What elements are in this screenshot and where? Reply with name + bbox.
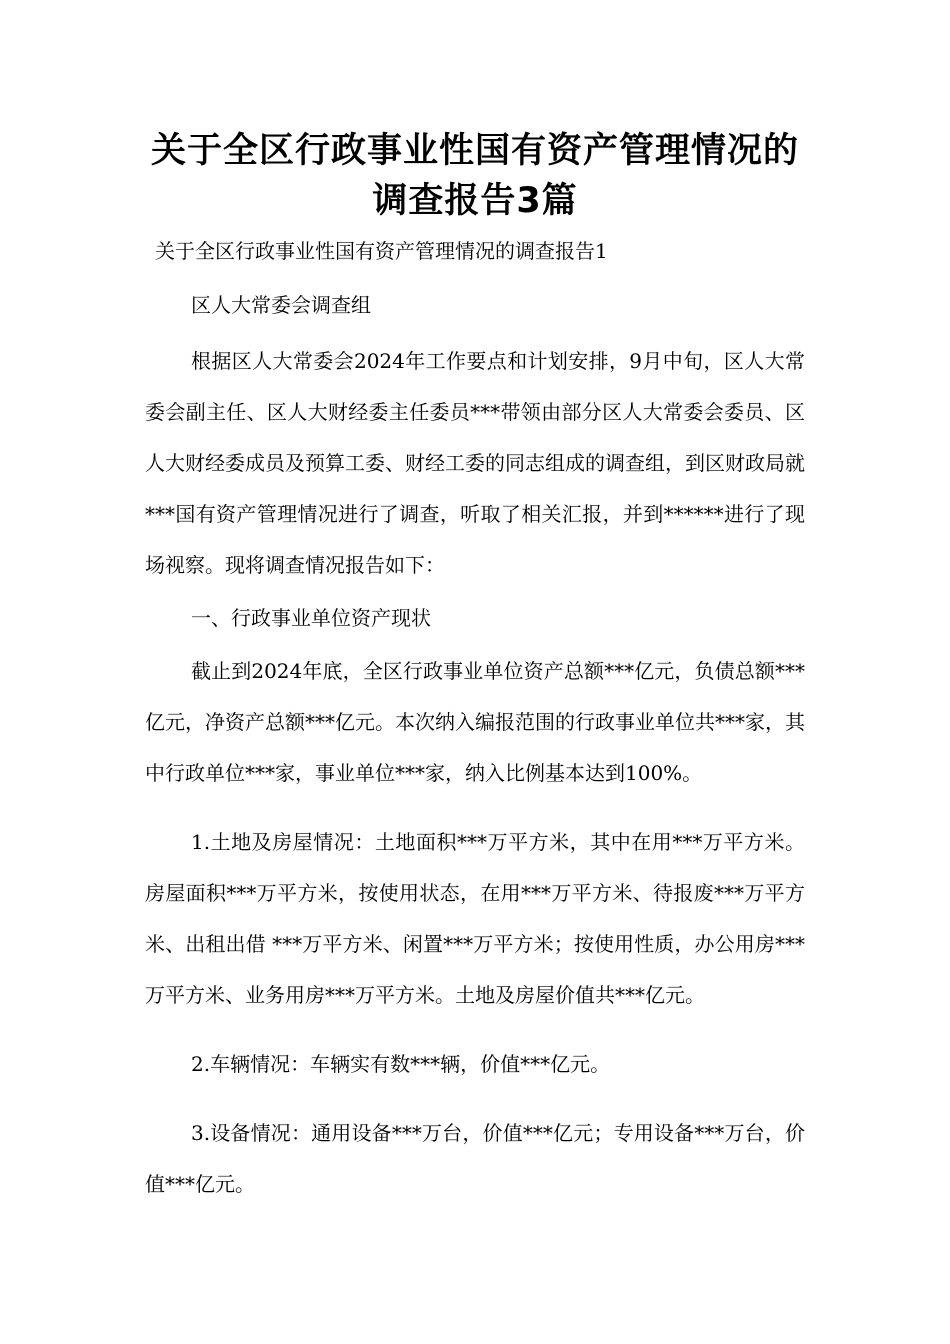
body-paragraph: 2.车辆情况：车辆实有数***辆，价值***亿元。 — [191, 1052, 611, 1076]
document-subtitle: 关于全区行政事业性国有资产管理情况的调查报告1 — [155, 239, 608, 263]
body-paragraph: 截止到2024年底，全区行政事业单位资产总额***亿元，负债总额***亿元，净资产总额***亿元。本次纳入编报范围的行政事业单位共***家，其中行政单位***家，事业单位***家，纳入比例基本达到100%。 — [145, 659, 805, 785]
document-author: 区人大常委会调查组 — [191, 293, 371, 317]
document-title: 关于全区行政事业性国有资产管理情况的调查报告3篇 — [150, 131, 799, 221]
body-paragraph: 根据区人大常委会2024年工作要点和计划安排，9月中旬，区人大常委会副主任、区人大财经委主任委员***带领由部分区人大常委会委员、区人大财经委成员及预算工委、财经工委的同志组成的调查组，到区财政局就***国有资产管理情况进行了调查，听取了相关汇报，并到******进行了现场视察。现将调查情况报告如下： — [145, 349, 805, 577]
body-paragraph: 1.土地及房屋情况：土地面积***万平方米，其中在用***万平方米。房屋面积***万平方米，按使用状态，在用***万平方米、待报废***万平方米、出租出借 ***万平方米、闲置***万平方米；按使用性质，办公用房***万平方米、业务用房***万平方米。土地及房屋价值共***亿元。 — [145, 830, 805, 1007]
section-heading: 一、行政事业单位资产现状 — [191, 606, 431, 630]
body-paragraph: 3.设备情况：通用设备***万台，价值***亿元；专用设备***万台，价值***亿元。 — [145, 1121, 805, 1196]
